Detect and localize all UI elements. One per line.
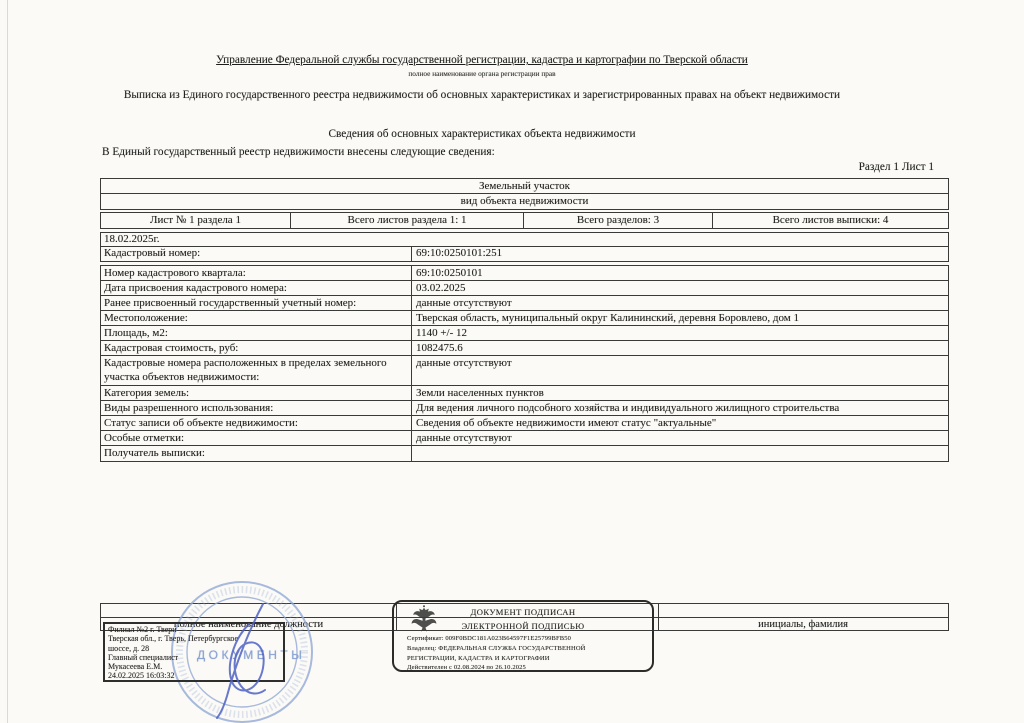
table-row: [101, 296, 948, 311]
attribute-label: Статус записи об объекте недвижимости:: [101, 416, 412, 430]
attribute-value: Для ведения личного подсобного хозяйства и индивидуального жилищного строительства: [416, 402, 840, 414]
attribute-label: Местоположение:: [101, 311, 412, 325]
attribute-label: Категория земель:: [101, 386, 412, 400]
object-type-table: [100, 178, 949, 210]
attribute-value: данные отсутствуют: [416, 432, 512, 444]
table-row: [101, 416, 948, 431]
filial-stamp-line: Тверская обл., г. Тверь, Петербургское: [108, 634, 239, 644]
esign-certificate: Сертификат: 009F0BDC181A023B64597F1E25799BFB50: [407, 635, 572, 642]
table-row: [101, 446, 948, 461]
object-type-caption: вид объекта недвижимости: [460, 195, 589, 207]
attribute-label: Ранее присвоенный государственный учетный номер:: [101, 296, 412, 310]
section-sheets-total-cell: Всего листов раздела 1: 1: [291, 213, 524, 228]
registration-authority-caption: полное наименование органа регистрации прав: [408, 69, 556, 78]
attribute-value: Тверская область, муниципальный округ Калининский, деревня Боровлево, дом 1: [416, 312, 800, 324]
sections-total-cell: Всего разделов: 3: [524, 213, 713, 228]
table-row: [101, 281, 948, 296]
attribute-value: 69:10:0250101: [416, 267, 483, 279]
document-title: Выписка из Единого государственного реестра недвижимости об основных характеристиках и зарегистрированных правах на объект недвижимости: [123, 89, 841, 101]
attribute-value: данные отсутствуют: [416, 357, 512, 369]
object-type-value: Земельный участок: [101, 179, 948, 194]
attribute-label: Площадь, м2:: [101, 326, 412, 340]
filial-stamp-line: Главный специалист: [108, 652, 179, 662]
cadastral-number-value: 69:10:0250101:251: [416, 247, 503, 259]
attribute-label: Получатель выписки:: [101, 446, 412, 461]
table-row: [101, 311, 948, 326]
attribute-label: Кадастровая стоимость, руб:: [101, 341, 412, 355]
attribute-value: 03.02.2025: [416, 282, 466, 294]
esign-owner-line2: РЕГИСТРАЦИИ, КАДАСТРА И КАРТОГРАФИИ: [407, 655, 550, 662]
electronic-signature-box: [392, 600, 654, 672]
table-row: [101, 386, 948, 401]
name-caption: инициалы, фамилия: [758, 619, 848, 630]
cadastral-number-table: [100, 232, 949, 262]
attribute-value: Сведения об объекте недвижимости имеют статус "актуальные": [416, 417, 717, 429]
filial-stamp-line: 24.02.2025 16:03:32: [108, 671, 175, 681]
attribute-label: Кадастровые номера расположенных в пределах земельного участка объектов недвижимости:: [101, 356, 412, 385]
stamp-word: ДОКУМЕНТЫ: [197, 648, 306, 662]
section-sheet-label: Раздел 1 Лист 1: [858, 161, 934, 173]
sheet-info-table: [100, 212, 949, 229]
attribute-label: Виды разрешенного использования:: [101, 401, 412, 415]
page-scan-edge: [7, 0, 8, 723]
attribute-value: 1140 +/- 12: [416, 327, 468, 339]
attribute-value: данные отсутствуют: [416, 297, 512, 309]
esign-title-line2: ЭЛЕКТРОННОЙ ПОДПИСЬЮ: [461, 621, 585, 631]
record-date: 18.02.2025г.: [101, 233, 948, 247]
esign-title-line1: ДОКУМЕНТ ПОДПИСАН: [470, 607, 576, 617]
cadastral-number-row: [101, 247, 948, 261]
attribute-label: Особые отметки:: [101, 431, 412, 445]
table-row: [101, 266, 948, 281]
table-row: [101, 356, 948, 386]
filial-stamp-line: Мукасеева Е.М.: [108, 662, 163, 672]
table-row: [101, 431, 948, 446]
esign-validity: Действителен с 02.08.2024 по 26.10.2025: [407, 664, 526, 671]
handwritten-signature: [175, 596, 325, 722]
esign-owner-line1: Владелец: ФЕДЕРАЛЬНАЯ СЛУЖБА ГОСУДАРСТВЕННОЙ: [407, 645, 586, 652]
section-title: Сведения об основных характеристиках объекта недвижимости: [328, 128, 636, 140]
filial-stamp-line: Филиал №2 г. Твери: [108, 625, 177, 634]
attribute-label: Номер кадастрового квартала:: [101, 266, 412, 280]
table-row: [101, 401, 948, 416]
position-caption: полное наименование должности: [173, 619, 324, 630]
intro-line: В Единый государственный реестр недвижимости внесены следующие сведения:: [102, 146, 495, 158]
attribute-value: Земли населенных пунктов: [416, 387, 544, 399]
cadastral-number-label: Кадастровый номер:: [101, 247, 412, 261]
attribute-value: 1082475.6: [416, 342, 463, 354]
attribute-value: [412, 446, 948, 461]
sheet-number-cell: Лист № 1 раздела 1: [101, 213, 291, 228]
table-row: [101, 341, 948, 356]
registration-authority-name: Управление Федеральной службы государственной регистрации, кадастра и картографии по Тверской области: [216, 54, 748, 66]
filial-stamp-line: шоссе, д. 28: [108, 643, 150, 653]
attributes-table: [100, 265, 949, 462]
table-row: [101, 326, 948, 341]
extract-sheets-total-cell: Всего листов выписки: 4: [772, 214, 889, 226]
attribute-label: Дата присвоения кадастрового номера:: [101, 281, 412, 295]
